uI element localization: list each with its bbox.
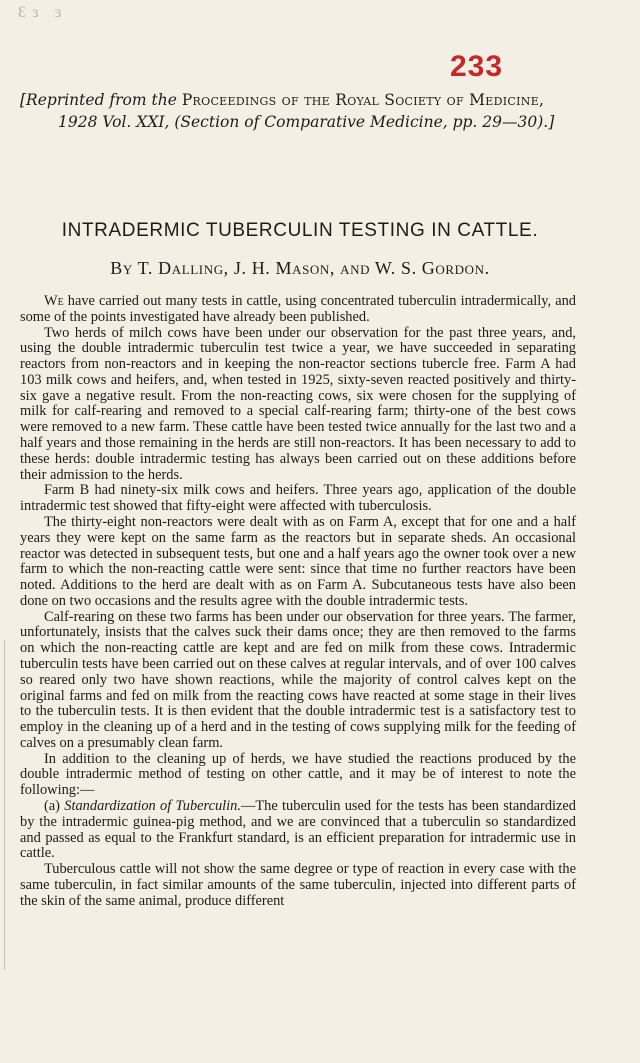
article-title: INTRADERMIC TUBERCULIN TESTING IN CATTLE. bbox=[61, 220, 539, 241]
paragraph-6: In addition to the cleaning up of herds, we have studied the reactions produced by the double intradermic method of testing on other cattle, and it may be of interest to note the following:— bbox=[20, 750, 576, 799]
article-body bbox=[20, 294, 576, 909]
reprint-prefix: [Reprinted from the bbox=[20, 91, 182, 109]
reprint-citation: 1928 Vol. XXI, (Section of Comparative Medicine, pp. 29—30).] bbox=[58, 113, 555, 131]
paragraph-1-text: have carried out many tests in cattle, using concentrated tuberculin intradermically, and some of the points investigated have already been published. bbox=[20, 293, 576, 325]
reprint-journal: Proceedings of the Royal Society of Medicine, bbox=[181, 91, 545, 109]
corner-mark: Ɛɜ ɜ bbox=[18, 4, 68, 21]
paragraph-3: Farm B had ninety-six milk cows and heifers. Three years ago, application of the double intradermic test showed that fifty-eight were affected with tuberculosis. bbox=[20, 482, 576, 515]
paragraph-7-heading: Standardization of Tuberculin. bbox=[64, 798, 241, 814]
paragraph-2: Two herds of milch cows have been under our observation for the past three years, and, using the double intradermic tuberculin test twice a year, we have succeeded in separating reactors from non-reactors and in keeping the non-reactor sections tubercle free. Farm A had 103 milk cows and heifers, and, when tested in 1925, sixty-seven reacted positively and thirty-six gave a negative result. From the non-reacting cows, six were chosen for the supplying of milk for calf-rearing and removed to a special calf-rearing farm; thirty-one of the best cows were removed to a new farm. These cattle have been tested twice annually for the last two and a half years and those remaining in the herds are still non-reactors. It has been necessary to add to these herds: double intradermic testing has always been carried out on these additions before their admission to the herds. bbox=[20, 324, 576, 483]
scan-edge-line bbox=[4, 640, 5, 970]
paragraph-7-label: (a) bbox=[44, 798, 65, 814]
handwritten-number: 233 bbox=[450, 50, 504, 83]
article-authors: By T. Dalling, J. H. Mason, and W. S. Gordon. bbox=[110, 258, 490, 278]
paragraph-4: The thirty-eight non-reactors were dealt with as on Farm A, except that for one and a half years they were kept on the same farm as the reactors but in separate sheds. An occasional reactor was detected in subsequent tests, but one and a half years ago the owner took over a new farm to which the non-reacting cattle were sent: since that time no further reactors have been noted. Additions to the herd are dealt with as on Farm A. Subcutaneous tests have also been done on two occasions and the results agree with the double intradermic tests. bbox=[20, 513, 576, 609]
paragraph-5: Calf-rearing on these two farms has been under our observation for three years. The farmer, unfortunately, insists that the calves suck their dams once; they are then removed to the farms on which the non-reacting cattle are kept and are fed on milk from these cows. Intradermic tuberculin tests have been carried out on these calves at regular intervals, and of over 100 calves so reared only two have shown reactions, while the majority of control calves kept on the original farms and fed on milk from the reacting cows have reacted at some stage in their lives to the tuberculin tests. It is then evident that the double intradermic test is a satisfactory test to employ in the cleaning up of a herd and in the testing of cows supplying milk for the feeding of calves on a presumably clean farm. bbox=[20, 608, 576, 751]
paragraph-8: Tuberculous cattle will not show the same degree or type of reaction in every case with the same tuberculin, in fact similar amounts of the same tuberculin, injected into different parts of the skin of the same animal, produce different bbox=[20, 861, 576, 909]
reprint-note bbox=[20, 89, 595, 133]
paragraph-1 bbox=[20, 294, 576, 326]
paragraph-1-lead: We bbox=[44, 293, 64, 309]
paragraph-7 bbox=[20, 799, 576, 862]
paragraph-7-text: —The tuberculin used for the tests has been standardized by the intradermic guinea-pig method, and we are convinced that a tuberculin so standardized and passed as equal to the Frankfurt standard, is an efficient preparation for intradermic use in cattle. bbox=[20, 798, 576, 862]
